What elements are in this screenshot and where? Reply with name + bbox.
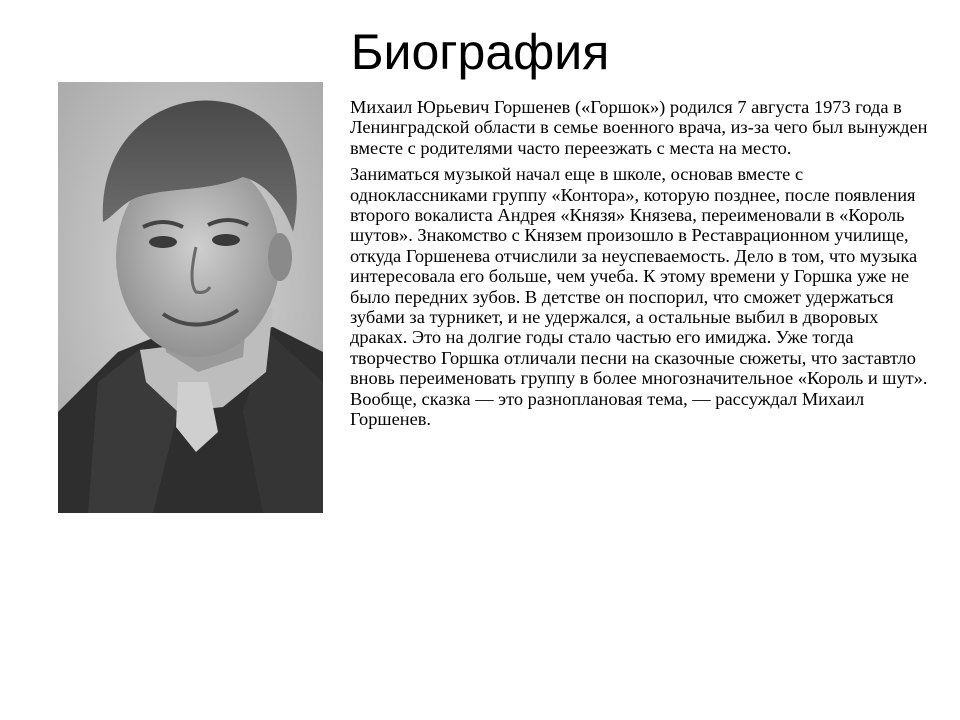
slide-title: Биография <box>350 24 610 80</box>
biography-text <box>350 97 932 436</box>
portrait-photo <box>58 82 323 513</box>
portrait-illustration <box>58 82 323 513</box>
biography-paragraph-1: Михаил Юрьевич Горшенев («Горшок») родился 7 августа 1973 года в Ленинградской области в семье военного врача, из-за чего был вынужден вместе с родителями часто переезжать с места на место. <box>350 97 928 158</box>
biography-paragraph-2: Заниматься музыкой начал еще в школе, основав вместе с одноклассниками группу «Контора», которую позднее, после появления второго вокалиста Андрея «Князя» Князева, переименовали в «Король шутов». Знакомство с Князем произошло в Реставрационном училище, откуда Горшенева отчислили за неуспеваемость. Дело в том, что музыка интересовала его больше, чем учеба. К этому времени у Горшка уже не было передних зубов. В детстве он поспорил, что сможет удержаться зубами за турникет, и не удержался, а остальные выбил в дворовых драках. Это на долгие годы стало частью его имиджа. Уже тогда творчество Горшка отличали песни на сказочные сюжеты, что заставтло вновь переименовать группу в более многозначительное «Король и шут». Вообще, сказка — это разноплановая тема, — рассуждал Михаил Горшенев. <box>350 164 928 430</box>
